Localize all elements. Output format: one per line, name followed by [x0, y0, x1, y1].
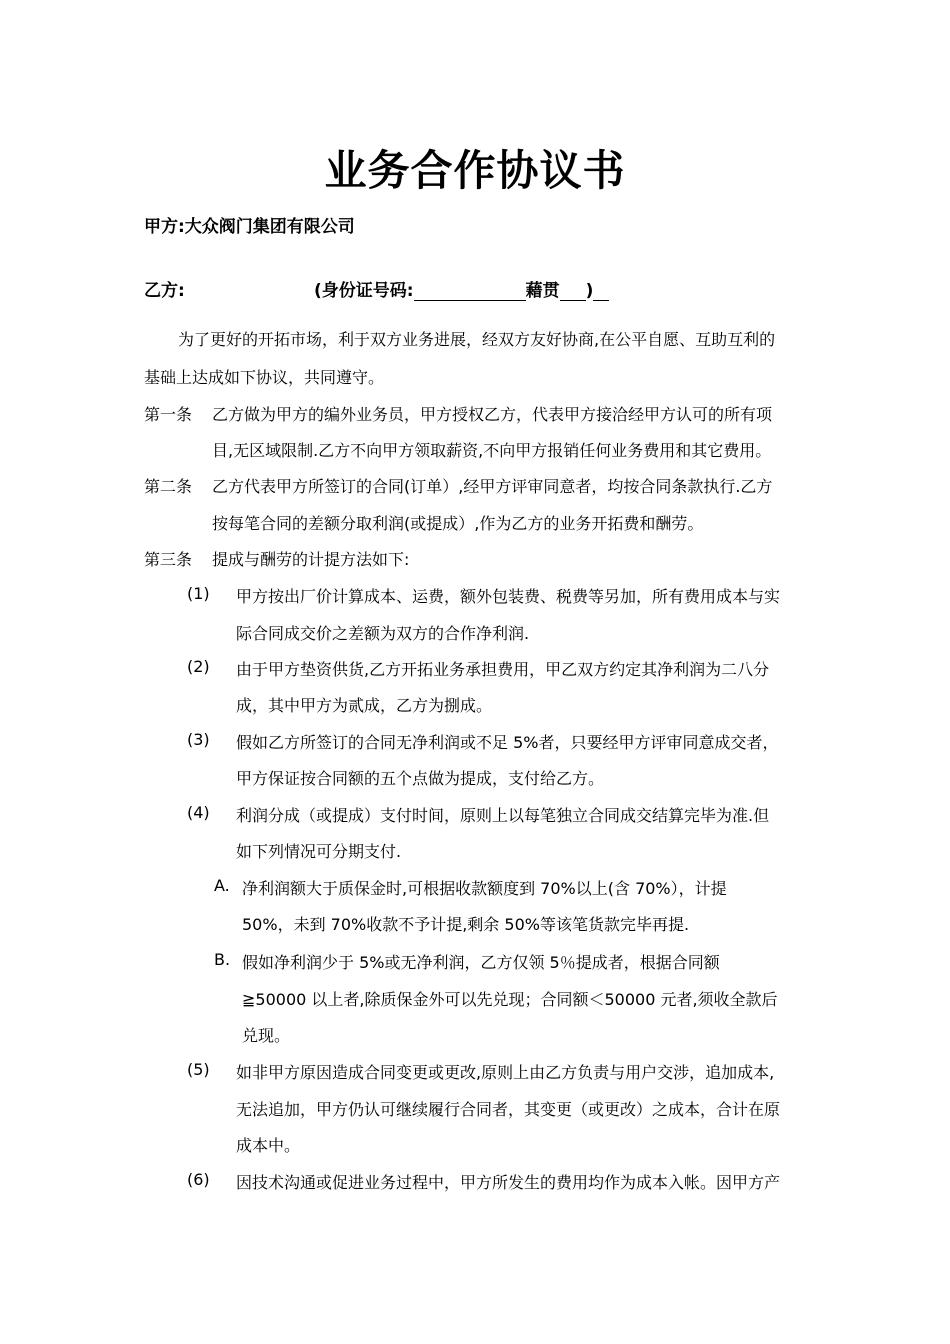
article2-line-2: 按每笔合同的差额分取利润(或提成）,作为乙方的业务开拓费和酬劳。: [212, 514, 704, 533]
item-number: (3): [187, 730, 210, 749]
item-number: (2): [187, 657, 210, 676]
document-title: 业务合作协议书: [324, 146, 626, 195]
article1-label: 第一条: [144, 405, 193, 424]
item-number: (1): [187, 584, 210, 603]
item-line: 甲方按出厂价计算成本、运费，额外包装费、税费等另加，所有费用成本与实: [236, 587, 781, 606]
item-line: 因技术沟通或促进业务过程中，甲方所发生的费用均作为成本入帐。因甲方产: [236, 1173, 781, 1192]
intro-line-1: 为了更好的开拓市场，利于双方业务进展，经双方友好协商,在公平自愿、互助互利的: [178, 330, 776, 349]
article2-label: 第二条: [144, 477, 193, 496]
item-line: 成本中。: [236, 1136, 301, 1155]
article3-text: 提成与酬劳的计提方法如下:: [212, 550, 410, 569]
origin-label: 藉贯: [525, 281, 560, 301]
subitem-number: B.: [214, 950, 231, 969]
subitem-line: 50%，未到 70%收款不予计提,剩余 50%等该笔货款完毕再提.: [242, 915, 690, 934]
item-line: 如非甲方原因造成合同变更或更改,原则上由乙方负责与用户交涉，追加成本,: [236, 1063, 775, 1082]
item-number: (6): [187, 1170, 210, 1189]
subitem-line: 兑现。: [242, 1026, 291, 1045]
party-b-label: 乙方:: [144, 281, 185, 301]
id-number-blank[interactable]: [414, 282, 526, 301]
article1-line-1: 乙方做为甲方的编外业务员，甲方授权乙方，代表甲方接洽经甲方认可的所有项: [212, 405, 773, 424]
article2-line-1: 乙方代表甲方所签订的合同(订单）,经甲方评审同意者，均按合同条款执行.乙方: [212, 477, 773, 496]
id-number-label: (身份证号码:: [314, 281, 414, 301]
intro-line-2: 基础上达成如下协议，共同遵守。: [144, 368, 385, 387]
item-line: 如下列情况可分期支付.: [236, 842, 402, 861]
item-line: 假如乙方所签订的合同无净利润或不足 5%者，只要经甲方评审同意成交者，: [236, 733, 779, 752]
item-line: 际合同成交价之差额为双方的合作净利润.: [236, 624, 530, 643]
party-b-id: [314, 276, 609, 301]
party-b-close: ): [585, 281, 594, 301]
item-line: 成，其中甲方为贰成，乙方为捌成。: [236, 696, 493, 715]
item-line: 由于甲方垫资供货,乙方开拓业务承担费用，甲乙双方约定其净利润为二八分: [236, 660, 770, 679]
subitem-line: 假如净利润少于 5%或无净利润，乙方仅领 5％提成者，根据合同额: [242, 953, 720, 972]
party-a: 甲方:大众阀门集团有限公司: [144, 217, 355, 237]
subitem-line: ≧50000 以上者,除质保金外可以先兑现；合同额＜50000 元者,须收全款后: [242, 990, 778, 1009]
subitem-line: 净利润额大于质保金时,可根据收款额度到 70%以上(含 70%），计提: [242, 879, 727, 898]
article1-line-2: 目,无区域限制.乙方不向甲方领取薪资,不向甲方报销任何业务费用和其它费用。: [212, 441, 772, 460]
article3-label: 第三条: [144, 550, 193, 569]
trailing-underline: [593, 282, 609, 301]
party-b-line: [144, 276, 844, 302]
origin-blank[interactable]: [560, 282, 586, 301]
item-number: (4): [187, 803, 210, 822]
item-line: 甲方保证按合同额的五个点做为提成，支付给乙方。: [236, 769, 605, 788]
item-line: 利润分成（或提成）支付时间，原则上以每笔独立合同成交结算完毕为准.但: [236, 806, 770, 825]
subitem-number: A.: [214, 876, 230, 895]
item-line: 无法追加，甲方仍认可继续履行合同者，其变更（或更改）之成本，合计在原: [236, 1100, 781, 1119]
item-number: (5): [187, 1060, 210, 1079]
